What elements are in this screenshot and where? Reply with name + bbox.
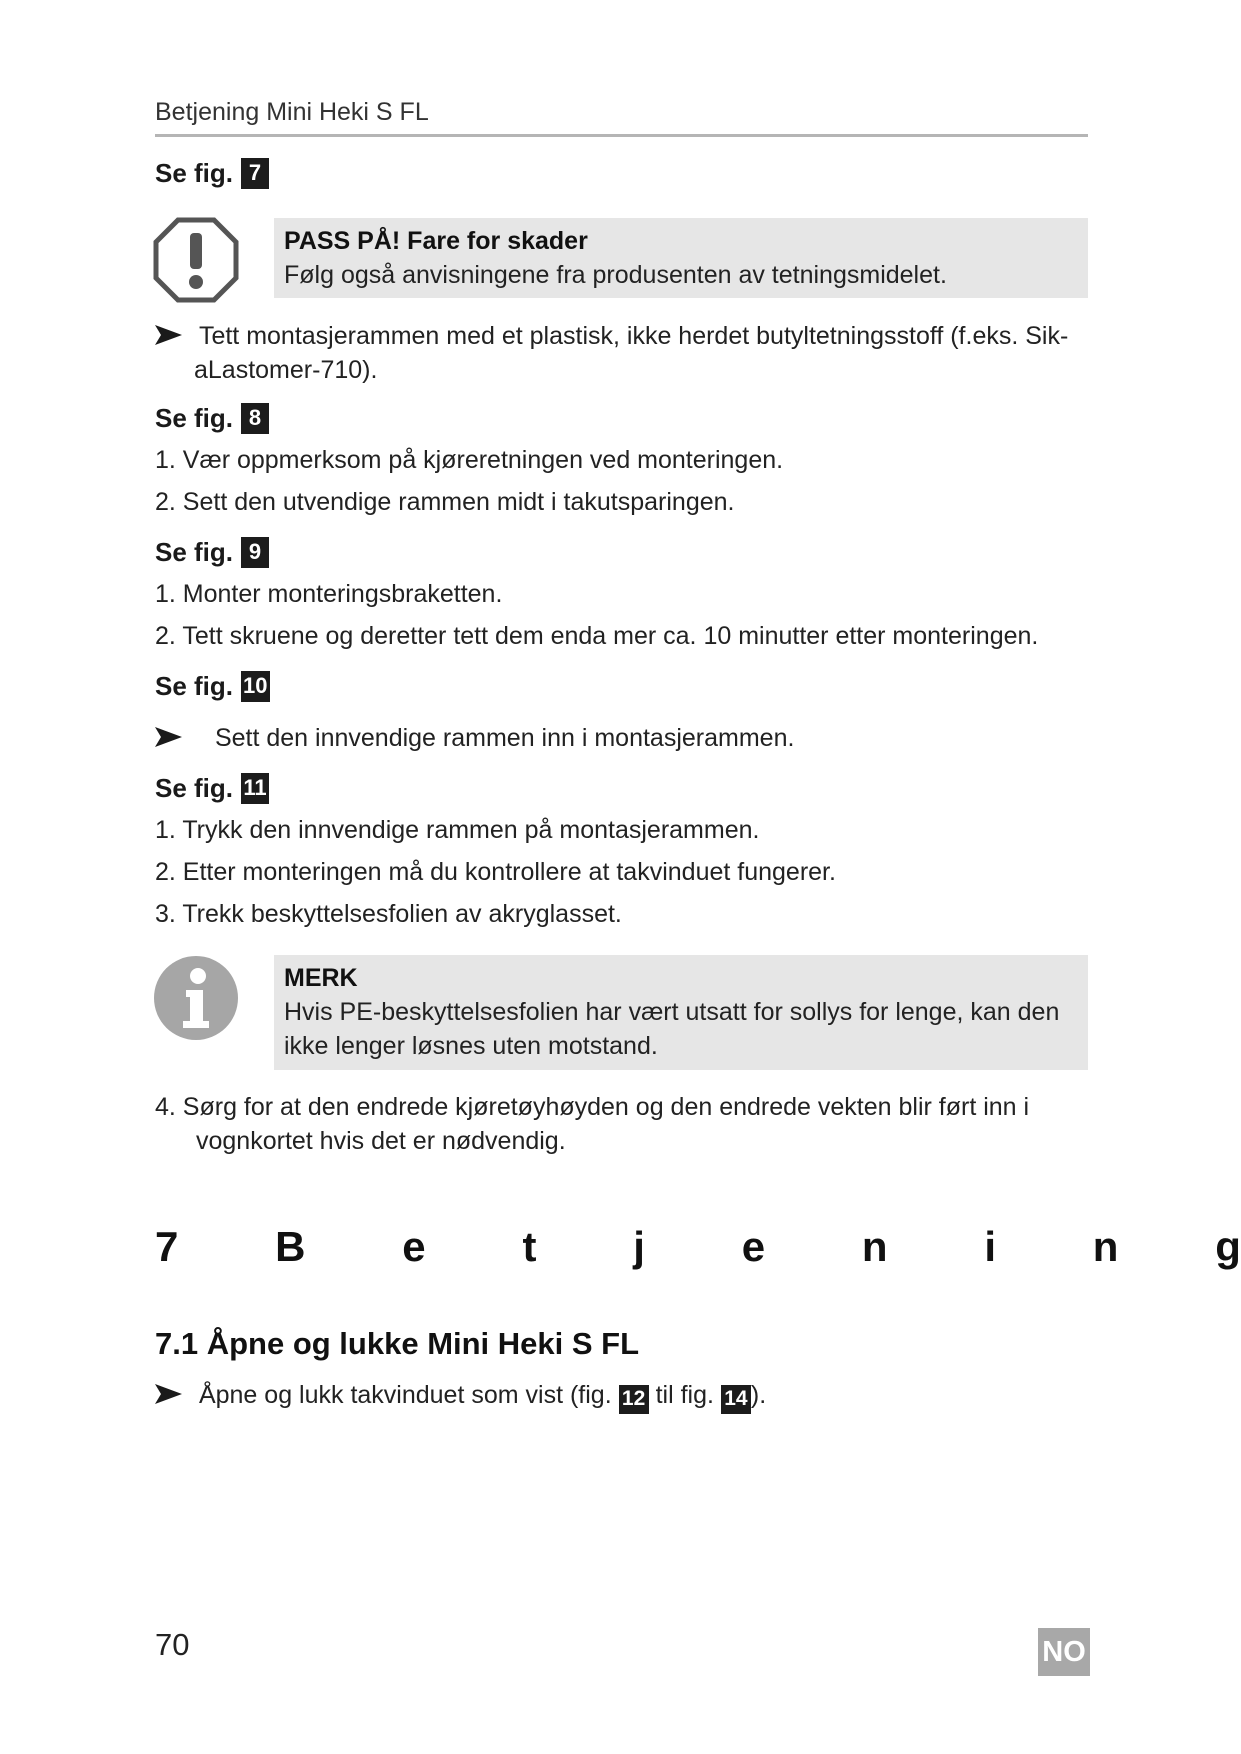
fig-label: Se fig. <box>155 773 234 803</box>
fig-heading-8 <box>155 403 269 434</box>
list-item: 4. Sørg for at den endrede kjøretøyhøyden og den endrede vekten blir ført inn i <box>155 1093 1030 1121</box>
page-number: 70 <box>155 1627 190 1662</box>
fig-heading-9 <box>155 537 269 568</box>
fig-label: Se fig. <box>155 158 234 188</box>
language-badge: NO <box>1038 1628 1090 1676</box>
fig-heading-10 <box>155 671 270 702</box>
warning-exclamation-icon <box>153 217 239 303</box>
instruction-text: til fig. <box>655 1381 714 1409</box>
list-item: 2. Etter monteringen må du kontrollere at takvinduet fungerer. <box>155 858 836 886</box>
chapter-letter: n <box>1092 1223 1119 1270</box>
bullet-step-fig7 <box>155 319 1068 353</box>
chapter-letter: j <box>633 1223 645 1270</box>
bullet-step-open-close <box>155 1378 766 1414</box>
fig-number: 11 <box>241 773 269 804</box>
info-icon <box>153 955 239 1041</box>
fig-label: Se fig. <box>155 671 234 701</box>
warning-box <box>274 218 1088 298</box>
note-box <box>274 955 1088 1070</box>
list-item: 3. Trekk beskyttelsesfolien av akryglasset. <box>155 900 622 928</box>
fig-label: Se fig. <box>155 537 234 567</box>
list-item: 2. Tett skruene og deretter tett dem enda mer ca. 10 minutter etter monteringen. <box>155 622 1039 650</box>
note-text-line: Hvis PE-beskyttelsesfolien har vært utsatt for sollys for lenge, kan den <box>284 998 1060 1026</box>
chapter-letter: i <box>984 1223 996 1270</box>
chapter-letter: 7 <box>155 1223 179 1270</box>
list-item: 2. Sett den utvendige rammen midt i takutsparingen. <box>155 488 735 516</box>
arrow-bullet-icon <box>155 1384 182 1404</box>
arrow-bullet-icon <box>155 325 182 345</box>
list-item: 1. Trykk den innvendige rammen på montasjerammen. <box>155 816 760 844</box>
warning-title: PASS PÅ! Fare for skader <box>284 227 588 255</box>
instruction-text: Åpne og lukk takvinduet som vist (fig. <box>198 1381 612 1409</box>
list-item: 1. Monter monteringsbraketten. <box>155 580 503 608</box>
list-item-continued: vognkortet hvis det er nødvendig. <box>196 1127 566 1155</box>
step-text: Sett den innvendige rammen inn i montasjerammen. <box>214 724 795 752</box>
list-item: 1. Vær oppmerksom på kjøreretningen ved monteringen. <box>155 446 784 474</box>
chapter-letter: t <box>522 1223 537 1270</box>
chapter-letter: g <box>1215 1223 1241 1270</box>
chapter-heading <box>155 1223 1241 1271</box>
step-text-continued: aLastomer-710). <box>194 356 378 384</box>
fig-number: 7 <box>241 158 269 189</box>
header-rule <box>155 134 1088 137</box>
fig-heading-11 <box>155 773 269 804</box>
step-text: Tett montasjerammen med et plastisk, ikke herdet butyltetningsstoff (f.eks. Sik- <box>198 322 1069 350</box>
arrow-bullet-icon <box>155 727 182 747</box>
bullet-step-fig10 <box>155 721 794 755</box>
chapter-letter: B <box>275 1223 306 1270</box>
fig-label: Se fig. <box>155 403 234 433</box>
running-header: Betjening Mini Heki S FL <box>155 98 429 126</box>
subsection-heading: 7.1 Åpne og lukke Mini Heki S FL <box>155 1326 640 1361</box>
fig-heading-7 <box>155 158 269 189</box>
fig-ref-number: 14 <box>721 1385 751 1414</box>
chapter-letter: e <box>402 1223 426 1270</box>
fig-number: 8 <box>241 403 269 434</box>
chapter-letter: n <box>861 1223 888 1270</box>
chapter-letter: e <box>741 1223 766 1270</box>
note-text-line: ikke lenger løsnes uten motstand. <box>284 1032 658 1060</box>
fig-number: 10 <box>241 671 269 702</box>
warning-text: Følg også anvisningene fra produsenten av tetningsmidelet. <box>284 261 947 289</box>
note-title: MERK <box>284 964 358 992</box>
instruction-text: ). <box>750 1381 767 1409</box>
fig-number: 9 <box>241 537 269 568</box>
fig-ref-number: 12 <box>619 1385 649 1414</box>
